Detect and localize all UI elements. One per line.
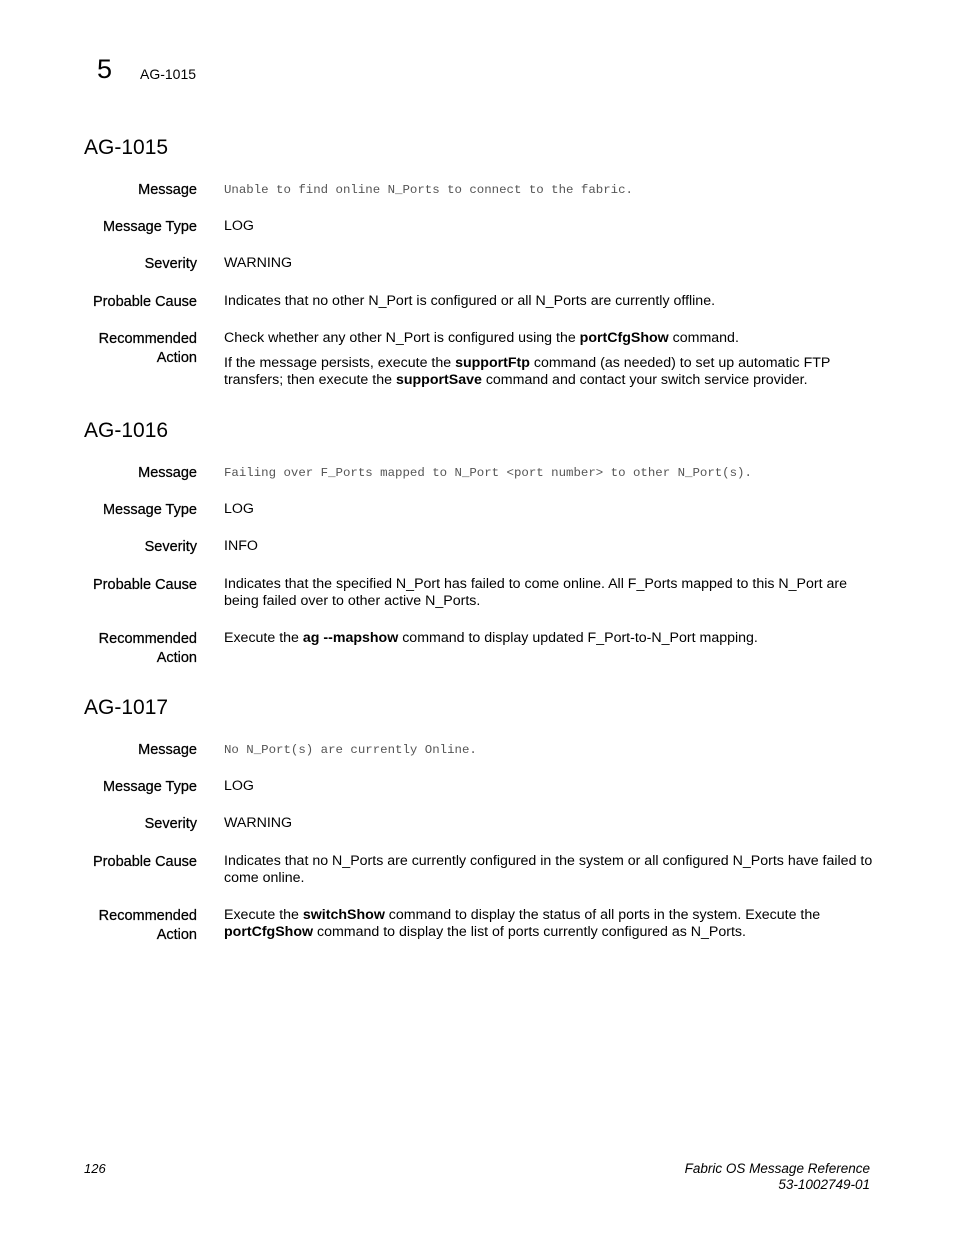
entry-title: AG-1016 xyxy=(84,419,169,442)
message-type-value: LOG xyxy=(224,218,254,234)
command-name: portCfgShow xyxy=(224,924,314,940)
action-paragraph: Execute the switchShow command to display the status of all ports in the system. Execute the portCfgShow command to display the list of ports currently configured as N_Ports. xyxy=(224,907,821,940)
recommended-label-line1: Recommended xyxy=(98,908,197,924)
action-paragraph: If the message persists, execute the supportFtp command (as needed) to set up automatic FTP transfers; then execute the supportSave command and contact your switch service provider. xyxy=(224,355,831,388)
command-name: portCfgShow xyxy=(579,330,669,346)
recommended-label-line1: Recommended xyxy=(98,331,197,347)
command-name: supportSave xyxy=(395,372,482,388)
recommended-action-text xyxy=(224,630,874,647)
severity-label: Severity xyxy=(144,539,197,555)
entry-title: AG-1015 xyxy=(84,136,169,159)
command-name: supportFtp xyxy=(455,355,530,371)
recommended-label-line2: Action xyxy=(156,927,197,943)
severity-value: WARNING xyxy=(224,815,293,831)
chapter-number: 5 xyxy=(97,54,113,84)
message-text: Unable to find online N_Ports to connect to the fabric. xyxy=(224,183,633,197)
doc-title: Fabric OS Message Reference xyxy=(684,1161,870,1176)
severity-value: INFO xyxy=(224,538,258,554)
message-label: Message xyxy=(138,465,197,481)
message-text: No N_Port(s) are currently Online. xyxy=(224,743,477,757)
doc-number: 53-1002749-01 xyxy=(778,1177,870,1192)
recommended-action-text xyxy=(224,330,874,389)
entry-title: AG-1017 xyxy=(84,696,169,719)
probable-cause-label: Probable Cause xyxy=(93,854,197,870)
action-paragraph: Check whether any other N_Port is configured using the portCfgShow command. xyxy=(224,330,739,346)
recommended-action-label xyxy=(60,630,197,668)
message-type-value: LOG xyxy=(224,501,254,517)
message-label: Message xyxy=(138,742,197,758)
probable-cause-text: Indicates that no N_Ports are currently configured in the system or all configured N_Ports have failed to come online. xyxy=(224,853,873,886)
message-text: Failing over F_Ports mapped to N_Port <port number> to other N_Port(s). xyxy=(224,466,752,480)
message-type-value: LOG xyxy=(224,778,254,794)
probable-cause-label: Probable Cause xyxy=(93,577,197,593)
page-number: 126 xyxy=(84,1161,106,1176)
recommended-action-label xyxy=(60,330,197,368)
probable-cause-text: Indicates that the specified N_Port has failed to come online. All F_Ports mapped to this N_Port are being failed over to other active N_Ports. xyxy=(224,576,848,609)
recommended-label-line1: Recommended xyxy=(98,631,197,647)
message-label: Message xyxy=(138,182,197,198)
severity-label: Severity xyxy=(144,816,197,832)
recommended-label-line2: Action xyxy=(156,350,197,366)
probable-cause-label: Probable Cause xyxy=(93,294,197,310)
command-name: ag --mapshow xyxy=(302,630,399,646)
message-type-label: Message Type xyxy=(102,779,197,795)
recommended-action-text xyxy=(224,907,874,941)
message-type-label: Message Type xyxy=(102,502,197,518)
footer-doc-info xyxy=(685,1161,870,1193)
recommended-action-label xyxy=(60,907,197,945)
action-paragraph: Execute the ag --mapshow command to display updated F_Port-to-N_Port mapping. xyxy=(224,630,758,646)
message-type-label: Message Type xyxy=(102,219,197,235)
running-header: AG-1015 xyxy=(140,66,197,82)
command-name: switchShow xyxy=(302,907,385,923)
recommended-label-line2: Action xyxy=(156,650,197,666)
severity-value: WARNING xyxy=(224,255,293,271)
probable-cause-text: Indicates that no other N_Port is configured or all N_Ports are currently offline. xyxy=(224,293,716,309)
severity-label: Severity xyxy=(144,256,197,272)
